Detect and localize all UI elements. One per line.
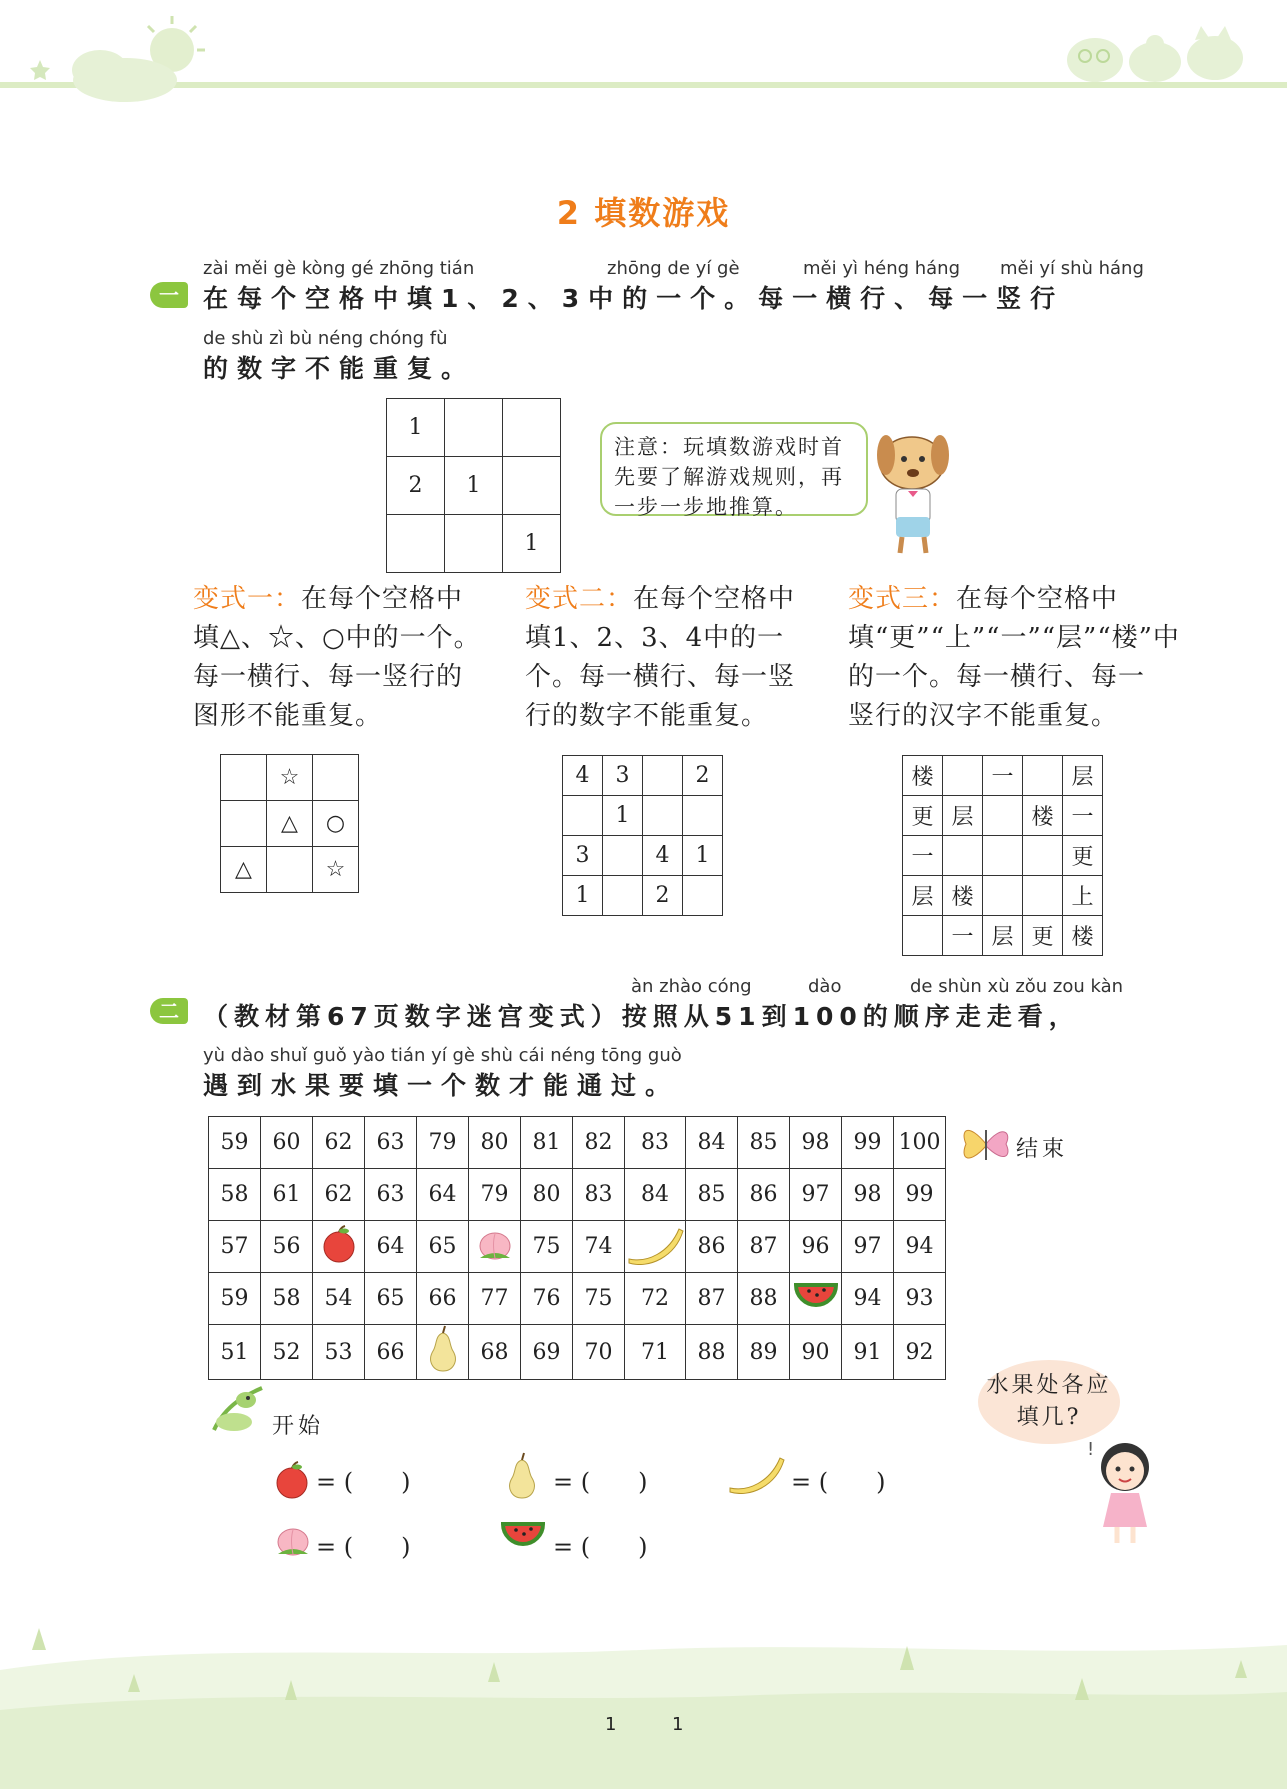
empty-cell[interactable]: [983, 796, 1023, 836]
grid-cell[interactable]: △: [221, 847, 267, 893]
grid-cell[interactable]: 4: [563, 756, 603, 796]
grid-cell[interactable]: 89: [738, 1325, 790, 1380]
grid-cell[interactable]: 1: [503, 515, 561, 573]
note-bubble: 注意：玩填数游戏时首先要了解游戏规则，再一步一步地推算。: [600, 422, 868, 516]
pinyin: zài měi gè kòng gé zhōng tián: [203, 258, 475, 279]
page-number: 1: [605, 1714, 617, 1735]
grid-cell[interactable]: 更: [1023, 916, 1063, 956]
grid-row: [903, 876, 1103, 916]
page-number: 1: [672, 1714, 684, 1735]
grid-cell[interactable]: ○: [313, 801, 359, 847]
grid-row: [387, 457, 561, 515]
grid-cell[interactable]: 2: [387, 457, 445, 515]
grid-cell[interactable]: 层: [943, 796, 983, 836]
question-2-line-2: 遇到水果要填一个数才能通过。: [203, 1071, 680, 1100]
maze-cell-watermelon[interactable]: [790, 1273, 842, 1325]
grid-cell[interactable]: 66: [365, 1325, 417, 1380]
grid-cell[interactable]: 1: [603, 796, 643, 836]
grid-cell[interactable]: 53: [313, 1325, 365, 1380]
answer-icon-slot: [726, 1452, 788, 1502]
empty-cell[interactable]: [387, 515, 445, 573]
grid-cell[interactable]: 一: [943, 916, 983, 956]
pinyin: yù dào shuǐ guǒ yào tián yí gè shù cái néng tōng guò: [203, 1045, 682, 1066]
landscape-decoration: [0, 1600, 1287, 1789]
answer-blank-watermelon[interactable]: = ( ): [553, 1533, 648, 1561]
grid-cell[interactable]: 70: [573, 1325, 625, 1380]
empty-cell[interactable]: [221, 801, 267, 847]
grid-cell[interactable]: ☆: [313, 847, 359, 893]
cloud-sun-icon: [20, 8, 210, 113]
maze-cell-banana[interactable]: [625, 1221, 686, 1273]
variant-body: 在每个空格中填△、☆、○中的一个。每一横行、每一竖行的图形不能重复。: [193, 584, 481, 731]
grid-row: [209, 1221, 946, 1273]
grid-cell[interactable]: 98: [790, 1117, 842, 1169]
empty-cell[interactable]: [503, 399, 561, 457]
girl-character-icon: [1085, 1437, 1163, 1547]
grid-cell[interactable]: 65: [365, 1273, 417, 1325]
grid-cell[interactable]: 层: [983, 916, 1023, 956]
end-label: 结束: [1016, 1137, 1069, 1162]
answer-blank-peach[interactable]: = ( ): [316, 1533, 411, 1561]
grid-cell[interactable]: 98: [842, 1169, 894, 1221]
grid-cell[interactable]: 57: [209, 1221, 261, 1273]
grid-cell[interactable]: 69: [521, 1325, 573, 1380]
variant-label: 变式二：: [525, 584, 634, 614]
grid-row: [209, 1169, 946, 1221]
grid-cell[interactable]: 56: [261, 1221, 313, 1273]
grid-cell[interactable]: 54: [313, 1273, 365, 1325]
answer-blank-pear[interactable]: = ( ): [553, 1468, 648, 1496]
empty-cell[interactable]: [643, 796, 683, 836]
grid-cell[interactable]: 83: [625, 1117, 686, 1169]
grid-cell[interactable]: 60: [261, 1117, 313, 1169]
grid-cell[interactable]: 63: [365, 1117, 417, 1169]
grid-cell[interactable]: 87: [686, 1273, 738, 1325]
grid-row: [903, 836, 1103, 876]
pear-icon: [423, 1325, 463, 1373]
grid-cell[interactable]: 上: [1063, 876, 1103, 916]
grid-cell[interactable]: 3: [563, 836, 603, 876]
number-maze[interactable]: [208, 1116, 946, 1380]
grid-cell[interactable]: 99: [894, 1169, 946, 1221]
watermelon-icon: [793, 1279, 839, 1313]
grid-cell[interactable]: 64: [365, 1221, 417, 1273]
grid-row: [221, 801, 359, 847]
grid-cell[interactable]: 层: [1063, 756, 1103, 796]
grid-cell[interactable]: 64: [417, 1169, 469, 1221]
caterpillar-icon: [208, 1384, 266, 1436]
grid-cell[interactable]: 1: [563, 876, 603, 916]
grid-cell[interactable]: 一: [903, 836, 943, 876]
grid-cell[interactable]: 75: [573, 1273, 625, 1325]
grid-cell[interactable]: 72: [625, 1273, 686, 1325]
grid-cell[interactable]: 99: [842, 1117, 894, 1169]
grid-cell[interactable]: 66: [417, 1273, 469, 1325]
peach-icon: [472, 1224, 518, 1264]
pinyin: àn zhào cóng: [631, 976, 752, 997]
grid-row: [903, 756, 1103, 796]
variant-label: 变式一：: [193, 584, 302, 614]
answer-blank-banana[interactable]: = ( ): [791, 1468, 886, 1496]
speech-bubble: 水果处各应填几?: [978, 1360, 1120, 1444]
grid-cell[interactable]: 楼: [1063, 916, 1103, 956]
grid-cell[interactable]: 1: [683, 836, 723, 876]
question-badge-1: 一: [150, 282, 188, 308]
puzzle-grid-variant-1[interactable]: [220, 754, 359, 893]
empty-cell[interactable]: [603, 836, 643, 876]
variant-body: 在每个空格中填“更”“上”“一”“层”“楼”中的一个。每一横行、每一竖行的汉字不能重复。: [848, 584, 1180, 731]
empty-cell[interactable]: [445, 399, 503, 457]
banana-icon: [726, 1452, 786, 1494]
pinyin: zhōng de yí gè: [607, 258, 740, 279]
grid-cell[interactable]: 楼: [943, 876, 983, 916]
grid-cell[interactable]: 更: [903, 796, 943, 836]
variant-1-text: [193, 580, 489, 736]
empty-cell[interactable]: [563, 796, 603, 836]
grid-cell[interactable]: 59: [209, 1273, 261, 1325]
apple-icon: [317, 1224, 361, 1264]
grid-cell[interactable]: 3: [603, 756, 643, 796]
grid-cell[interactable]: 81: [521, 1117, 573, 1169]
grid-cell[interactable]: 94: [842, 1273, 894, 1325]
apple-icon: [270, 1460, 314, 1500]
empty-cell[interactable]: [683, 876, 723, 916]
page-title: 2 填数游戏: [556, 194, 731, 232]
puzzle-grid-variant-2[interactable]: [562, 755, 723, 916]
pinyin: de shù zì bù néng chóng fù: [203, 328, 448, 349]
grid-row: [563, 836, 723, 876]
grid-row: [903, 916, 1103, 956]
grid-cell[interactable]: 97: [842, 1221, 894, 1273]
grid-cell[interactable]: 76: [521, 1273, 573, 1325]
grid-row: [563, 796, 723, 836]
grid-row: [221, 755, 359, 801]
grid-cell[interactable]: 86: [738, 1169, 790, 1221]
empty-cell[interactable]: [221, 755, 267, 801]
grid-cell[interactable]: 90: [790, 1325, 842, 1380]
peach-icon: [270, 1520, 316, 1560]
grid-cell[interactable]: 80: [469, 1117, 521, 1169]
grid-cell[interactable]: 62: [313, 1169, 365, 1221]
question-1-line-1: 在每个空格中填1、2、3中的一个。每一横行、每一竖行: [203, 284, 1065, 313]
grid-cell[interactable]: 74: [573, 1221, 625, 1273]
variant-label: 变式三：: [848, 584, 957, 614]
grid-cell[interactable]: 97: [790, 1169, 842, 1221]
grid-cell[interactable]: 4: [643, 836, 683, 876]
grid-cell[interactable]: 71: [625, 1325, 686, 1380]
grid-row: [209, 1117, 946, 1169]
grid-cell[interactable]: 84: [625, 1169, 686, 1221]
pear-icon: [502, 1452, 542, 1500]
grid-cell[interactable]: 77: [469, 1273, 521, 1325]
empty-cell[interactable]: [1023, 876, 1063, 916]
grid-cell[interactable]: 92: [894, 1325, 946, 1380]
empty-cell[interactable]: [943, 756, 983, 796]
grid-cell[interactable]: 51: [209, 1325, 261, 1380]
grid-cell[interactable]: 62: [313, 1117, 365, 1169]
empty-cell[interactable]: [267, 847, 313, 893]
maze-cell-pear[interactable]: [417, 1325, 469, 1380]
grid-cell[interactable]: 83: [573, 1169, 625, 1221]
grid-cell[interactable]: △: [267, 801, 313, 847]
grid-cell[interactable]: 59: [209, 1117, 261, 1169]
empty-cell[interactable]: [1023, 756, 1063, 796]
grid-cell[interactable]: 一: [983, 756, 1023, 796]
empty-cell[interactable]: [903, 916, 943, 956]
grid-cell[interactable]: 93: [894, 1273, 946, 1325]
empty-cell[interactable]: [943, 836, 983, 876]
answer-blank-apple[interactable]: = ( ): [316, 1468, 411, 1496]
grid-cell[interactable]: 84: [686, 1117, 738, 1169]
grid-cell[interactable]: 85: [686, 1169, 738, 1221]
variant-2-text: [525, 580, 821, 736]
grid-cell[interactable]: 86: [686, 1221, 738, 1273]
grid-cell[interactable]: 楼: [903, 756, 943, 796]
grid-cell[interactable]: 65: [417, 1221, 469, 1273]
grid-cell[interactable]: 75: [521, 1221, 573, 1273]
question-badge-2: 二: [150, 998, 188, 1024]
empty-cell[interactable]: [643, 756, 683, 796]
grid-cell[interactable]: 63: [365, 1169, 417, 1221]
variant-3-text: [848, 580, 1180, 736]
empty-cell[interactable]: [445, 515, 503, 573]
grid-cell[interactable]: 2: [683, 756, 723, 796]
grid-cell[interactable]: 楼: [1023, 796, 1063, 836]
empty-cell[interactable]: [503, 457, 561, 515]
pinyin: dào: [808, 976, 842, 997]
grid-cell[interactable]: 1: [387, 399, 445, 457]
grid-cell[interactable]: 88: [686, 1325, 738, 1380]
puzzle-grid-variant-3[interactable]: [902, 755, 1103, 956]
animal-heads-icon: [1055, 22, 1255, 84]
svg-text:!: !: [1087, 1439, 1095, 1460]
grid-cell[interactable]: 层: [903, 876, 943, 916]
question-1-line-2: 的数字不能重复。: [203, 354, 476, 383]
grid-cell[interactable]: 82: [573, 1117, 625, 1169]
grid-cell[interactable]: ☆: [267, 755, 313, 801]
pinyin: měi yí shù háng: [1000, 258, 1144, 279]
grid-cell[interactable]: 80: [521, 1169, 573, 1221]
grid-cell[interactable]: 2: [643, 876, 683, 916]
empty-cell[interactable]: [683, 796, 723, 836]
variant-body: 在每个空格中填1、2、3、4中的一个。每一横行、每一竖行的数字不能重复。: [525, 584, 796, 731]
empty-cell[interactable]: [983, 876, 1023, 916]
grid-row: [563, 876, 723, 916]
grid-cell[interactable]: 100: [894, 1117, 946, 1169]
grid-cell[interactable]: 58: [261, 1273, 313, 1325]
maze-cell-peach[interactable]: [469, 1221, 521, 1273]
grid-row: [209, 1325, 946, 1380]
butterfly-icon: [958, 1116, 1014, 1172]
answer-icon-slot: [500, 1518, 552, 1562]
empty-cell[interactable]: [983, 836, 1023, 876]
empty-cell[interactable]: [1023, 836, 1063, 876]
grid-cell[interactable]: 88: [738, 1273, 790, 1325]
grid-cell[interactable]: 91: [842, 1325, 894, 1380]
pinyin: de shùn xù zǒu zou kàn: [910, 976, 1124, 997]
grid-cell[interactable]: 87: [738, 1221, 790, 1273]
maze-cell-apple[interactable]: [313, 1221, 365, 1273]
grid-cell[interactable]: 61: [261, 1169, 313, 1221]
grid-cell[interactable]: 一: [1063, 796, 1103, 836]
grid-row: [209, 1273, 946, 1325]
grid-row: [221, 847, 359, 893]
grid-cell[interactable]: 1: [445, 457, 503, 515]
banana-icon: [625, 1223, 685, 1265]
empty-cell[interactable]: [603, 876, 643, 916]
puzzle-grid-q1[interactable]: [386, 398, 561, 573]
grid-cell[interactable]: 更: [1063, 836, 1103, 876]
dog-character-icon: [860, 425, 970, 555]
grid-cell[interactable]: 96: [790, 1221, 842, 1273]
grid-cell[interactable]: 79: [469, 1169, 521, 1221]
grid-row: [563, 756, 723, 796]
grid-row: [903, 796, 1103, 836]
grid-cell[interactable]: 79: [417, 1117, 469, 1169]
grid-row: [387, 399, 561, 457]
question-2-line-1: （教材第67页数字迷宫变式）按照从51到100的顺序走走看，: [203, 1002, 1080, 1031]
pinyin: měi yì héng háng: [803, 258, 961, 279]
grid-row: [387, 515, 561, 573]
grid-cell[interactable]: 58: [209, 1169, 261, 1221]
watermelon-icon: [500, 1518, 546, 1552]
grid-cell[interactable]: 85: [738, 1117, 790, 1169]
grid-cell[interactable]: 68: [469, 1325, 521, 1380]
start-label: 开始: [272, 1414, 325, 1439]
grid-cell[interactable]: 52: [261, 1325, 313, 1380]
empty-cell[interactable]: [313, 755, 359, 801]
grid-cell[interactable]: 94: [894, 1221, 946, 1273]
